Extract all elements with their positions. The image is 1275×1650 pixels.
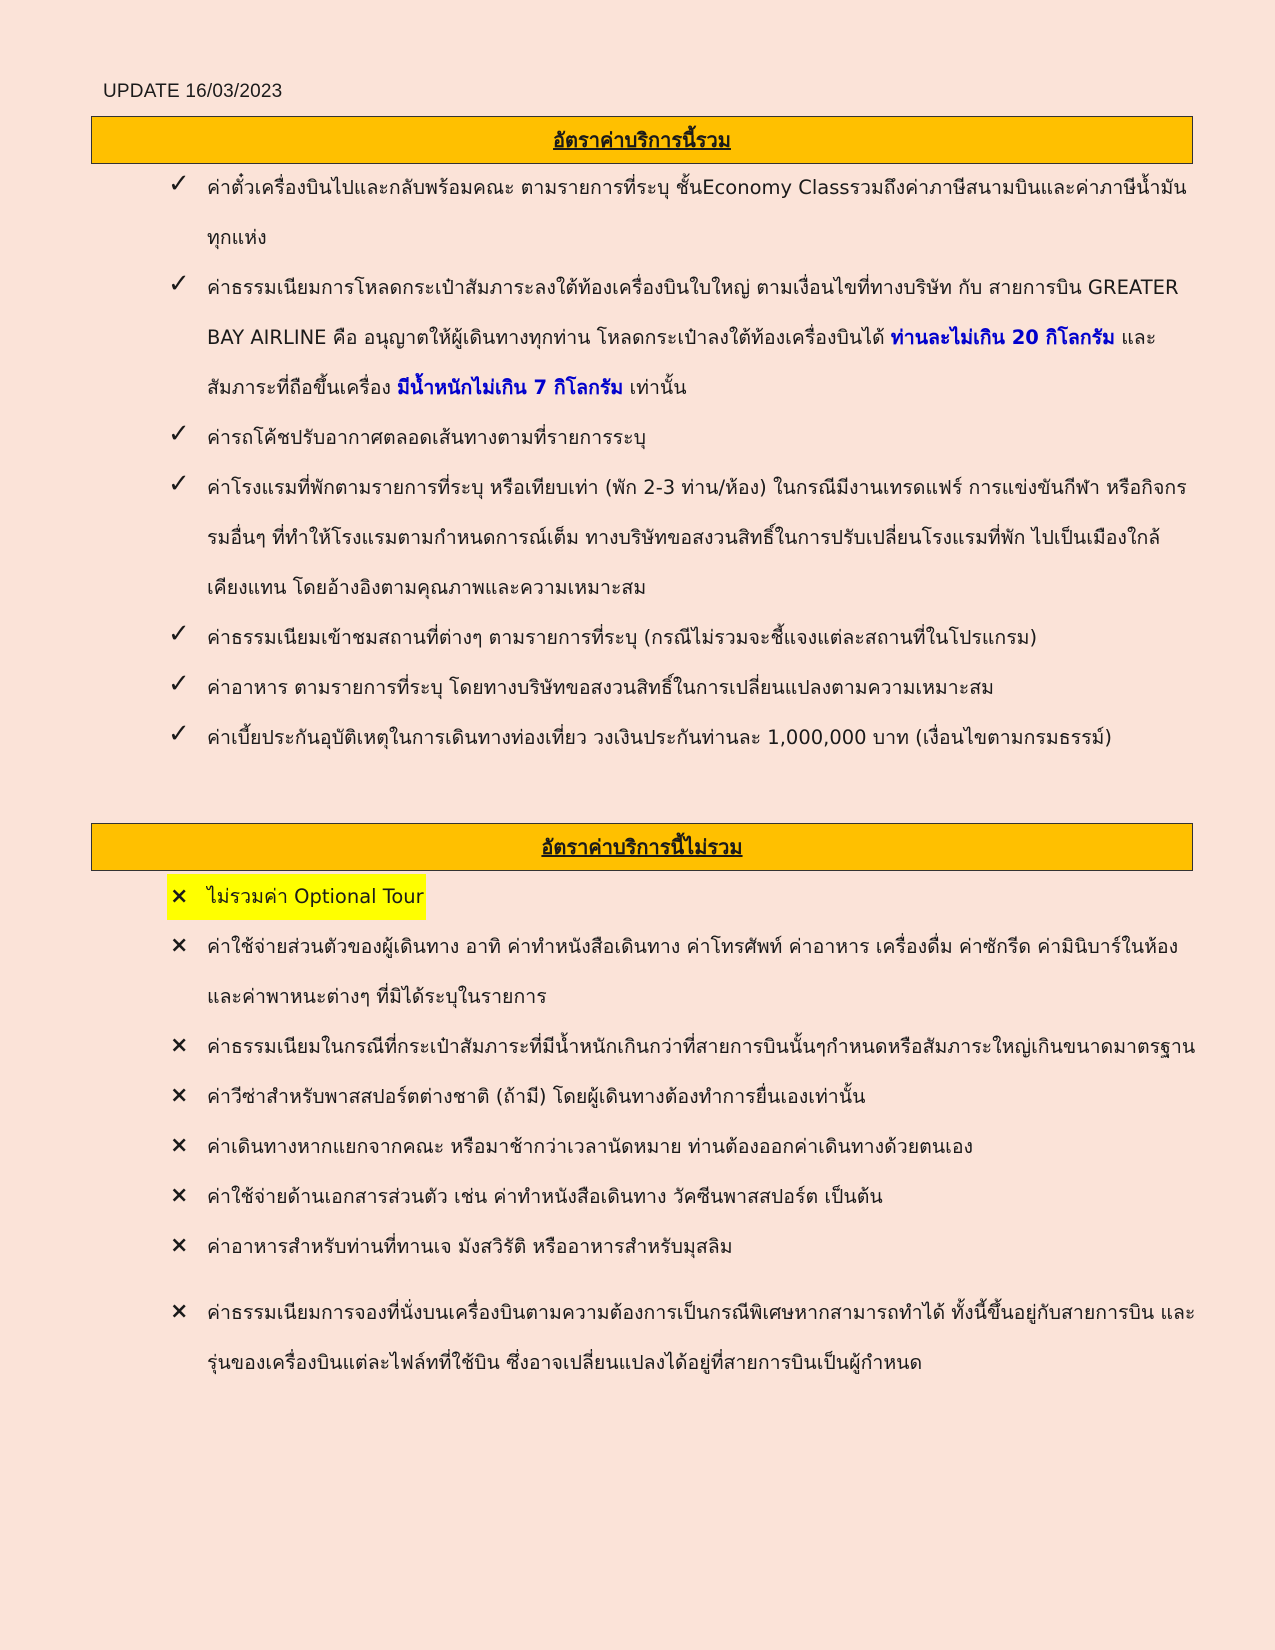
update-date: UPDATE 16/03/2023 (103, 81, 283, 102)
excluded-item-text: ค่าใช้จ่ายส่วนตัวของผู้เดินทาง อาทิ ค่าทำหนังสือเดินทาง ค่าโทรศัพท์ ค่าอาหาร เครื่องดื่ม ค่าซักรีด ค่ามินิบาร์ในห้องและค่าพาหนะต่างๆ ที่มิได้ระบุในรายการ (207, 935, 1179, 1008)
included-item-text: ค่าธรรมเนียมเข้าชมสถานที่ต่างๆ ตามรายการที่ระบุ (กรณีไม่รวมจะชี้แจงแต่ละสถานที่ในโปรแกรม) (207, 626, 1038, 649)
included-item-text: ค่าธรรมเนียมการโหลดกระเป๋าสัมภาระลงใต้ท้องเครื่องบินใบใหญ่ ตามเงื่อนไขที่ทางบริษัท กับ สายการบิน GREATER BAY AIRLINE คือ อนุญาตให้ผู้เดินทางทุกท่าน โหลดกระเป๋าลงใต้ท้องเครื่องบินได้ (207, 276, 1179, 349)
carry-on-limit-highlight: มีน้ำหนักไม่เกิน 7 กิโลกรัม (397, 376, 624, 399)
cross-icon: × (170, 1233, 189, 1258)
included-item (168, 263, 1198, 413)
excluded-item (168, 1172, 1198, 1222)
excluded-item-text: ค่าเดินทางหากแยกจากคณะ หรือมาช้ากว่าเวลานัดหมาย ท่านต้องออกค่าเดินทางด้วยตนเอง (207, 1135, 974, 1158)
check-icon: ✓ (168, 269, 190, 299)
included-item (168, 663, 1198, 713)
excluded-item (168, 1072, 1198, 1122)
excluded-item-text: ค่าอาหารสำหรับท่านที่ทานเจ มังสวิรัติ หรืออาหารสำหรับมุสลิม (207, 1235, 733, 1258)
included-list (168, 163, 1198, 763)
included-item-text: และ สัมภาระที่ถือขึ้นเครื่อง (207, 326, 1157, 399)
included-item (168, 413, 1198, 463)
included-item-text: ค่าอาหาร ตามรายการที่ระบุ โดยทางบริษัทขอสงวนสิทธิ์ในการเปลี่ยนแปลงตามความเหมาะสม (207, 676, 994, 699)
cross-icon: × (167, 874, 206, 920)
excluded-item-text: ค่าธรรมเนียมการจองที่นั่งบนเครื่องบินตามความต้องการเป็นกรณีพิเศษหากสามารถทำได้ ทั้งนี้ขึ้นอยู่กับสายการบิน และ รุ่นของเครื่องบินแต่ละไฟล์ทที่ใช้บิน ซึ่งอาจเปลี่ยนแปลงได้อยู่ที่สายการบินเป็นผู้กำหนด (207, 1301, 1196, 1374)
cross-icon: × (170, 1033, 189, 1058)
cross-icon: × (170, 1299, 189, 1324)
included-header (91, 116, 1193, 164)
excluded-item-text: ค่าใช้จ่ายด้านเอกสารส่วนตัว เช่น ค่าทำหนังสือเดินทาง วัคซีนพาสสปอร์ต เป็นต้น (207, 1185, 883, 1208)
excluded-item-text: ค่าธรรมเนียมในกรณีที่กระเป๋าสัมภาระที่มีน้ำหนักเกินกว่าที่สายการบินนั้นๆกำหนดหรือสัมภาระใหญ่เกินขนาดมาตรฐาน (207, 1035, 1196, 1058)
excluded-header (91, 823, 1193, 871)
baggage-limit-highlight: ท่านละไม่เกิน 20 กิโลกรัม (890, 326, 1116, 349)
check-icon: ✓ (168, 619, 190, 649)
included-item-text: เท่านั้น (623, 376, 687, 399)
excluded-item (168, 1288, 1198, 1388)
check-icon: ✓ (168, 719, 190, 749)
excluded-item (168, 922, 1198, 1022)
excluded-list (168, 872, 1198, 1388)
excluded-title: อัตราค่าบริการนี้ไม่รวม (541, 835, 743, 859)
included-item-text: ค่าตั๋วเครื่องบินไปและกลับพร้อมคณะ ตามรายการที่ระบุ ชั้นEconomy Classรวมถึงค่าภาษีสนามบินและค่าภาษีน้ำมันทุกแห่ง (207, 176, 1187, 249)
included-item (168, 463, 1198, 613)
cross-icon: × (170, 1183, 189, 1208)
optional-tour-highlight: ไม่รวมค่า Optional Tour (205, 874, 426, 920)
excluded-item (168, 1122, 1198, 1172)
included-item (168, 713, 1198, 763)
check-icon: ✓ (168, 469, 190, 499)
check-icon: ✓ (168, 419, 190, 449)
excluded-item-text: ค่าวีซ่าสำหรับพาสสปอร์ตต่างชาติ (ถ้ามี) โดยผู้เดินทางต้องทำการยื่นเองเท่านั้น (207, 1085, 866, 1108)
included-item-text: ค่าเบี้ยประกันอุบัติเหตุในการเดินทางท่องเที่ยว วงเงินประกันท่านละ 1,000,000 บาท (เงื่อนไขตามกรมธรรม์) (207, 726, 1113, 749)
cross-icon: × (170, 1133, 189, 1158)
included-item-text: ค่าโรงแรมที่พักตามรายการที่ระบุ หรือเทียบเท่า (พัก 2-3 ท่าน/ห้อง) ในกรณีมีงานเทรดแฟร์ การแข่งขันกีฬา หรือกิจกรรมอื่นๆ ที่ทำให้โรงแรมตามกำหนดการณ์เต็ม ทางบริษัทขอสงวนสิทธิ์ในการปรับเปลี่ยนโรงแรมที่พัก ไปเป็นเมืองใกล้เคียงแทน โดยอ้างอิงตามคุณภาพและความเหมาะสม (207, 476, 1187, 599)
included-item (168, 163, 1198, 263)
included-title: อัตราค่าบริการนี้รวม (553, 128, 731, 152)
included-item (168, 613, 1198, 663)
check-icon: ✓ (168, 169, 190, 199)
included-item-text: ค่ารถโค้ชปรับอากาศตลอดเส้นทางตามที่รายการระบุ (207, 426, 646, 449)
check-icon: ✓ (168, 669, 190, 699)
excluded-item (168, 1222, 1198, 1272)
cross-icon: × (170, 1083, 189, 1108)
cross-icon: × (170, 933, 189, 958)
excluded-item (168, 1022, 1198, 1072)
excluded-item (168, 872, 1198, 922)
